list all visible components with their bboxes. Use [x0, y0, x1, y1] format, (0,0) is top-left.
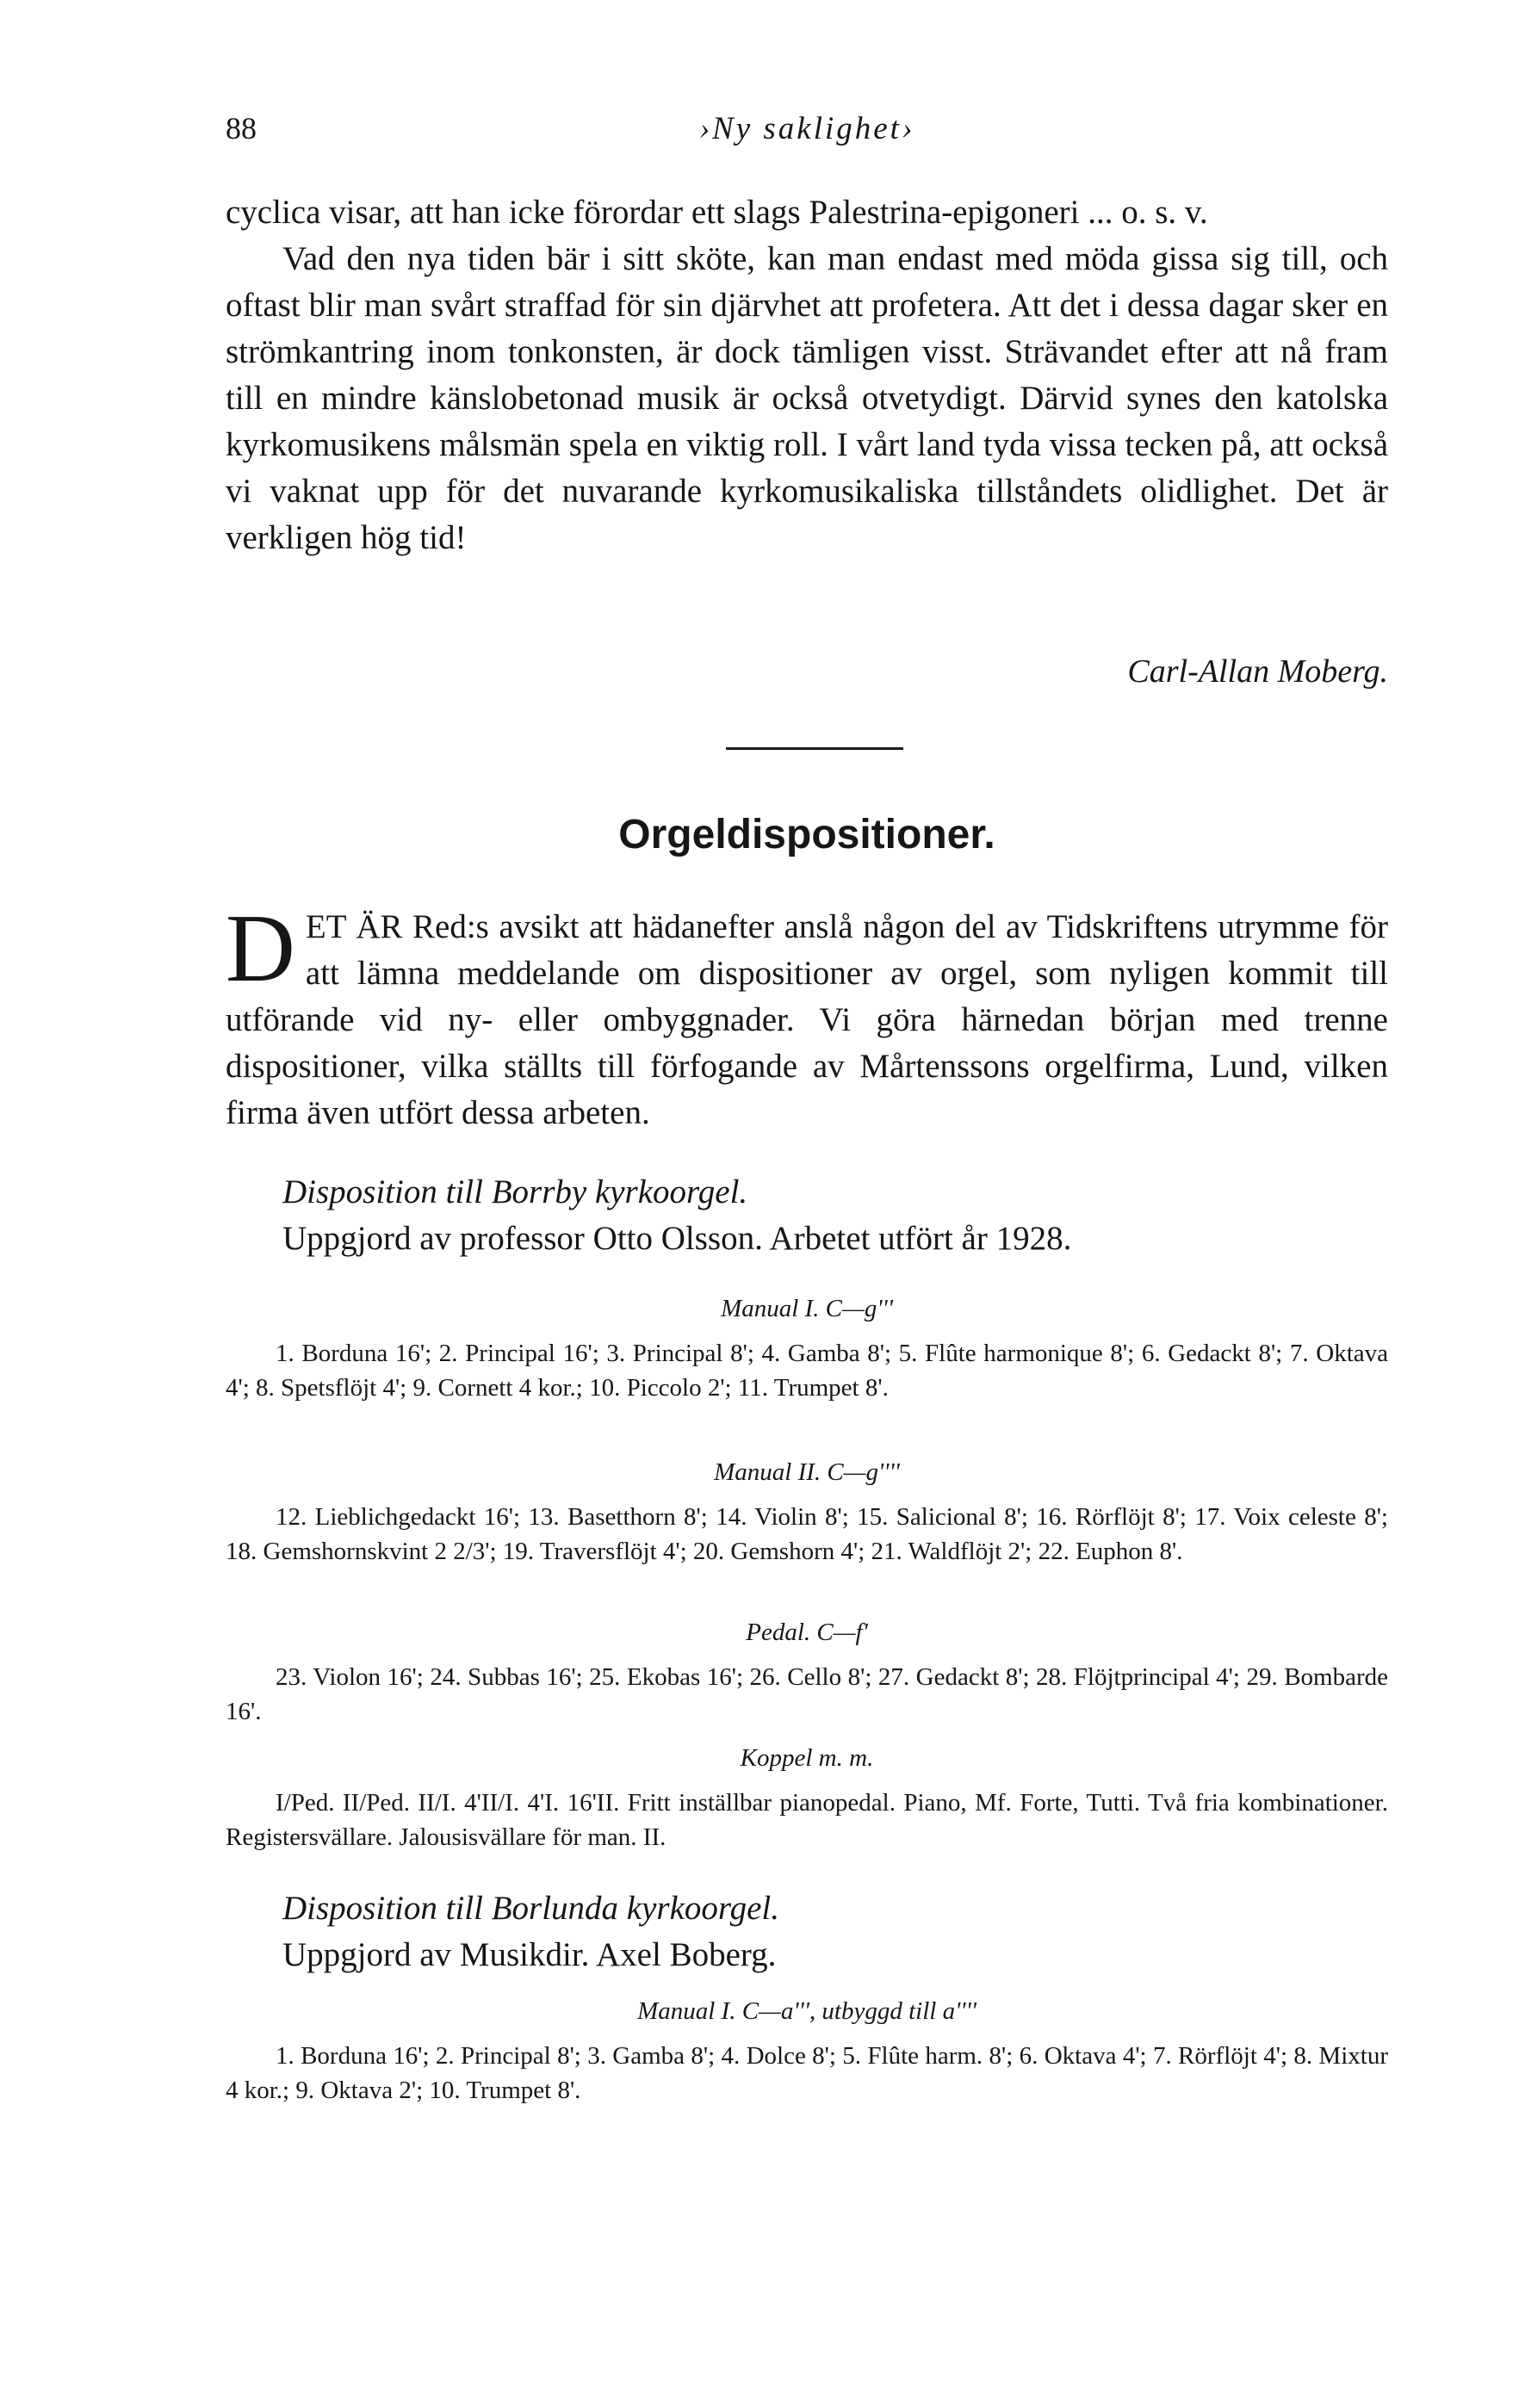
section-title: Orgeldispositioner. — [618, 812, 995, 857]
paragraph: cyclica visar, att han icke förordar ett slags Palestrina-epigoneri ... o. s. v. — [226, 194, 1208, 231]
group-heading: Manual II. C—g'''' — [714, 1458, 900, 1486]
stop-list: 23. Violon 16'; 24. Subbas 16'; 25. Ekobas 16'; 26. Cello 8'; 27. Gedackt 8'; 28. Flöjtprincipal 4'; 29. Bombarde 16'. — [226, 1663, 1388, 1725]
section-intro — [226, 895, 1388, 1136]
stop-group — [226, 1615, 1388, 1729]
stop-list: I/Ped. II/Ped. II/I. 4'II/I. 4'I. 16'II. Fritt inställbar pianopedal. Piano, Mf. Forte, Tutti. Två fria kombinationer. Registersvällare. Jalousisvällare för man. II. — [226, 1789, 1388, 1851]
stop-group — [226, 1455, 1388, 1569]
stop-group — [226, 1741, 1388, 1854]
stop-list: 12. Lieblichgedackt 16'; 13. Basetthorn 8'; 14. Violin 8'; 15. Salicional 8'; 16. Rörflöjt 8'; 17. Voix celeste 8'; 18. Gemshornskvint 2 2/3'; 19. Traversflöjt 4'; 20. Gemshorn 4'; 21. Waldflöjt 2'; 22. Euphon 8'. — [226, 1503, 1388, 1565]
group-heading: Manual I. C—a''', utbyggd till a'''' — [637, 1997, 976, 2025]
group-heading: Koppel m. m. — [740, 1744, 874, 1772]
paragraph: Vad den nya tiden bär i sitt sköte, kan man endast med möda gissa sig till, och oftast blir man svårt straffad för sin djärvhet att profetera. Att det i dessa dagar sker en strömkantring inom tonkonsten, är dock tämligen visst. Strävandet efter att nå fram till en mindre känslobetonad musik är också otvetydigt. Därvid synes den katolska kyrkomusikens målsmän spela en viktig roll. I vårt land tyda vissa tecken på, att också vi vaknat upp för det nuvarande kyrkomusikaliska tillståndets olidlighet. Det är verkligen hög tid! — [226, 240, 1388, 556]
drop-cap: D — [226, 895, 295, 1002]
page-number: 88 — [226, 111, 257, 145]
stop-list: 1. Borduna 16'; 2. Principal 8'; 3. Gamba 8'; 4. Dolce 8'; 5. Flûte harm. 8'; 6. Oktava 4'; 7. Rörflöjt 4'; 8. Mixtur 4 kor.; 9. Oktava 2'; 10. Trumpet 8'. — [226, 2042, 1388, 2104]
disposition-subtitle: Uppgjord av Musikdir. Axel Boberg. — [282, 1936, 777, 1973]
intro-text: ET ÄR Red:s avsikt att hädanefter anslå någon del av Tidskriftens utrymme för att lämna meddelande om dispositioner av orgel, som nyligen kommit till utförande vid ny- eller ombyggnader. Vi göra härnedan början med trenne dispositioner, vilka ställts till förfogande av Mårtenssons orgelfirma, Lund, vilken firma även utfört dessa arbeten. — [226, 908, 1388, 1131]
disposition-subtitle: Uppgjord av professor Otto Olsson. Arbetet utfört år 1928. — [282, 1220, 1072, 1257]
stop-group — [226, 1994, 1388, 2108]
running-title: ›Ny saklighet› — [698, 111, 915, 146]
disposition-title: Disposition till Borlunda kyrkoorgel. — [282, 1890, 780, 1927]
author-signature: Carl-Allan Moberg. — [1127, 653, 1388, 690]
article-ending — [226, 189, 1388, 561]
group-heading: Manual I. C—g''' — [721, 1295, 893, 1322]
disposition-heading — [282, 1169, 1393, 1262]
stop-list: 1. Borduna 16'; 2. Principal 16'; 3. Principal 8'; 4. Gamba 8'; 5. Flûte harmonique 8'; 6. Gedackt 8'; 7. Oktava 4'; 8. Spetsflöjt 4'; 9. Cornett 4 kor.; 10. Piccolo 2'; 11. Trumpet 8'. — [226, 1340, 1388, 1402]
disposition-heading — [282, 1885, 1393, 1978]
section-divider — [726, 747, 903, 750]
page-header — [226, 110, 1388, 162]
stop-group — [226, 1291, 1388, 1405]
disposition-title: Disposition till Borrby kyrkoorgel. — [282, 1173, 748, 1210]
group-heading: Pedal. C—f' — [746, 1619, 868, 1646]
